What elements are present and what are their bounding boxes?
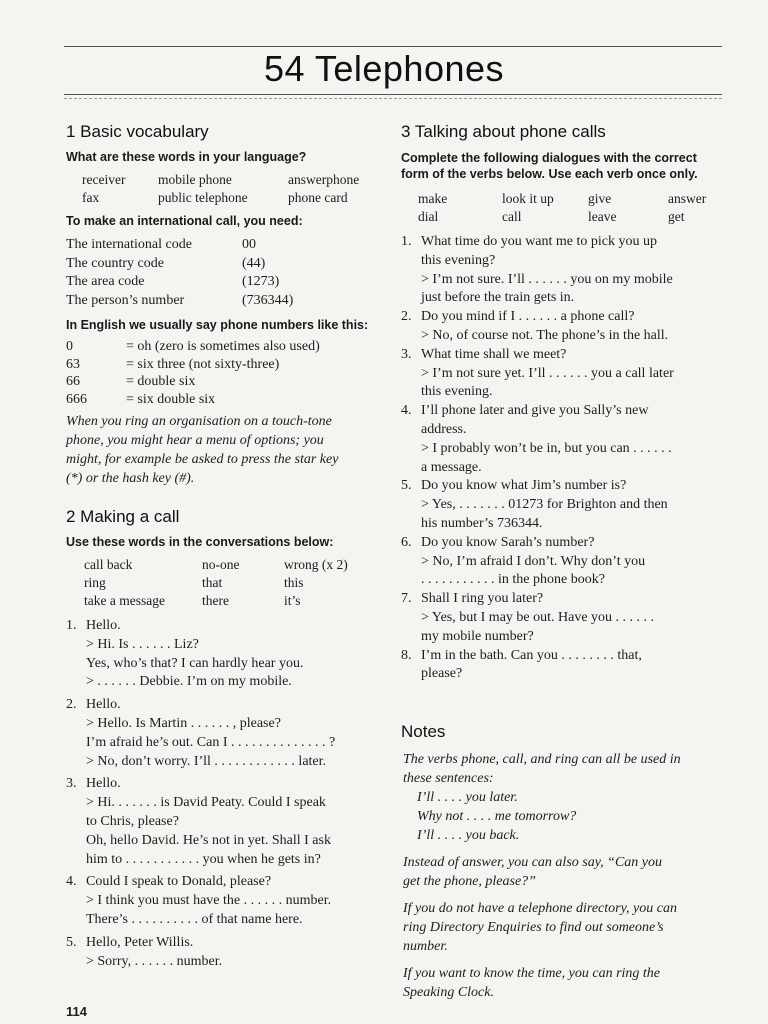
notes-paragraph — [403, 853, 723, 891]
word-bank-item: that — [202, 575, 223, 590]
vocab-word: public telephone — [158, 190, 248, 205]
dialogue-line: > Hi. . . . . . . is David Peaty. Could I speak — [86, 795, 326, 811]
dialogue-line: > I’m not sure yet. I’ll . . . . . . you a call later — [421, 365, 674, 381]
note-line: Speaking Clock. — [403, 985, 494, 1000]
number-reading: = oh (zero is sometimes also used) — [126, 339, 320, 354]
item-number: 5. — [66, 934, 77, 950]
note-line: Why not . . . . me tomorrow? — [417, 809, 577, 824]
note-line: phone, you might hear a menu of options; you — [66, 433, 324, 448]
item-number: 4. — [401, 403, 412, 419]
verb-item: answer — [668, 191, 707, 206]
conversation-item — [66, 696, 391, 771]
code-label: The country code — [66, 255, 164, 271]
item-number: 5. — [401, 478, 412, 494]
note-line: If you do not have a telephone directory, you can — [403, 901, 677, 916]
intl-code-table — [66, 236, 366, 310]
word-bank-item: call back — [84, 557, 133, 572]
item-number: 2. — [401, 309, 412, 325]
dialogue-line: > Hello. Is Martin . . . . . . , please? — [86, 715, 281, 731]
dialogue-item — [401, 346, 726, 402]
dialogue-line: a message. — [421, 459, 482, 475]
item-number: 2. — [66, 697, 77, 713]
dialogue-line: Hello. — [86, 697, 121, 713]
top-rule — [64, 46, 722, 47]
dialogue-line: Hello. — [86, 618, 121, 633]
note-line: I’ll . . . . you later. — [417, 790, 518, 805]
title-underline — [64, 94, 722, 95]
vocab-word: answerphone — [288, 172, 360, 187]
dialogue-line: > I think you must have the . . . . . . number. — [86, 893, 332, 909]
conversation-item — [66, 873, 391, 929]
word-bank-item: this — [284, 575, 304, 590]
item-number: 8. — [401, 647, 412, 663]
instruction-line: form of the verbs below. Use each verb once only. — [401, 167, 698, 181]
section1-heading: 1 Basic vocabulary — [66, 122, 209, 141]
dialogue-line: > Sorry, . . . . . . number. — [86, 953, 223, 969]
dialogue-item — [401, 647, 726, 685]
dialogue-line: this evening? — [421, 252, 496, 268]
note-line: get the phone, please?” — [403, 874, 536, 889]
dialogue-line: I’m afraid he’s out. Can I . . . . . . . . . . . . . . ? — [86, 734, 336, 750]
item-number: 7. — [401, 591, 412, 607]
note-line: these sentences: — [403, 771, 494, 786]
vocab-word: mobile phone — [158, 172, 232, 187]
verb-item: call — [502, 209, 522, 224]
notes-heading: Notes — [401, 722, 446, 741]
dialogue-line: > Yes, but I may be out. Have you . . . . . . — [421, 609, 655, 625]
verb-item: give — [588, 191, 612, 206]
note-line: number. — [403, 939, 448, 954]
number-example: 666 — [66, 391, 87, 407]
dialogue-line: Do you mind if I . . . . . . a phone call? — [421, 309, 635, 325]
dialogue-line: > No, of course not. The phone’s in the hall. — [421, 327, 669, 343]
note-line: might, for example be asked to press the star key — [66, 452, 339, 467]
dialogue-line: Oh, hello David. He’s not in yet. Shall I ask — [86, 832, 331, 848]
dialogue-line: I’m in the bath. Can you . . . . . . . . that, — [421, 647, 642, 663]
intl-call-instruction: To make an international call, you need: — [66, 214, 303, 228]
dialogue-line: Hello, Peter Willis. — [86, 934, 194, 950]
note-line: If you want to know the time, you can ring the — [403, 966, 661, 981]
section2-heading: 2 Making a call — [66, 507, 180, 526]
vocab-word: receiver — [82, 172, 126, 187]
item-number: 6. — [401, 534, 412, 550]
dialogue-line: > I probably won’t be in, but you can . . . . . . — [421, 440, 672, 456]
note-line: The verbs phone, call, and ring can all be used in — [403, 752, 681, 767]
word-bank-item: it’s — [284, 593, 301, 608]
verb-item: look it up — [502, 191, 554, 206]
dialogue-line: Shall I ring you later? — [421, 591, 544, 607]
vocabulary-grid — [82, 171, 382, 207]
dialogue-line: please? — [421, 666, 463, 682]
note-line: (*) or the hash key (#). — [66, 471, 195, 486]
verb-item: make — [418, 191, 448, 206]
say-numbers-table — [66, 338, 376, 408]
dialogues-list — [401, 233, 726, 684]
page-number: 114 — [66, 1004, 87, 1019]
code-value: (736344) — [242, 292, 294, 308]
conversation-item — [66, 775, 391, 869]
dialogue-line: > . . . . . . Debbie. I’m on my mobile. — [86, 674, 292, 690]
word-bank-grid — [84, 556, 374, 610]
dialogue-item — [401, 308, 726, 346]
dialogue-line: Do you know Sarah’s number? — [421, 534, 595, 550]
code-label: The international code — [66, 237, 192, 252]
dialogue-line: his number’s 736344. — [421, 515, 543, 531]
number-example: 63 — [66, 356, 80, 372]
verb-item: dial — [418, 209, 439, 224]
dialogue-line: Could I speak to Donald, please? — [86, 874, 272, 890]
code-value: 00 — [242, 237, 256, 252]
section2-instruction: Use these words in the conversations below: — [66, 535, 334, 549]
item-number: 3. — [401, 346, 412, 362]
number-reading: = six three (not sixty-three) — [126, 356, 280, 372]
code-value: (44) — [242, 255, 266, 271]
dialogue-line: my mobile number? — [421, 628, 534, 644]
title-dotted-rule — [64, 98, 722, 99]
word-bank-item: there — [202, 593, 229, 608]
dialogue-line: There’s . . . . . . . . . . of that name here. — [86, 911, 303, 927]
item-number: 1. — [401, 234, 412, 249]
word-bank-item: wrong (x 2) — [284, 557, 348, 572]
dialogue-line: Do you know what Jim’s number is? — [421, 478, 627, 494]
dialogue-item — [401, 233, 726, 308]
vocab-word: fax — [82, 190, 100, 205]
item-number: 3. — [66, 776, 77, 792]
notes-paragraph — [403, 964, 723, 1002]
dialogue-line: > I’m not sure. I’ll . . . . . . you on my mobile — [421, 271, 673, 287]
item-number: 1. — [66, 618, 77, 633]
dialogue-line: Hello. — [86, 776, 121, 792]
dialogue-line: him to . . . . . . . . . . . you when he gets in? — [86, 851, 321, 867]
note-line: Instead of answer, you can also say, “Can you — [403, 855, 662, 870]
word-bank-item: ring — [84, 575, 106, 590]
section1-instruction: What are these words in your language? — [66, 150, 307, 164]
code-label: The person’s number — [66, 292, 185, 308]
page-title: 54 Telephones — [263, 48, 505, 89]
conversation-item — [66, 934, 391, 972]
code-value: (1273) — [242, 274, 280, 289]
dialogue-line: > Yes, . . . . . . . 01273 for Brighton and then — [421, 497, 668, 513]
notes-body — [403, 750, 723, 1002]
dialogue-line: just before the train gets in. — [421, 290, 575, 306]
dialogue-line: . . . . . . . . . . . in the phone book? — [421, 572, 605, 588]
dialogue-line: address. — [421, 421, 467, 437]
word-bank-item: take a message — [84, 593, 165, 608]
notes-paragraph — [403, 899, 723, 956]
conversation-item — [66, 617, 391, 692]
say-numbers-instruction: In English we usually say phone numbers like this: — [66, 318, 369, 332]
instruction-line: Complete the following dialogues with the correct — [401, 151, 697, 165]
note-line: ring Directory Enquiries to find out someone’s — [403, 920, 664, 935]
note-line: When you ring an organisation on a touch-tone — [66, 414, 332, 429]
dialogue-item — [401, 402, 726, 477]
dialogue-line: What time do you want me to pick you up — [421, 234, 658, 249]
verb-item: get — [668, 209, 685, 224]
touch-tone-note — [66, 412, 386, 488]
conversations-list — [66, 617, 391, 971]
code-label: The area code — [66, 274, 145, 289]
dialogue-line: > Hi. Is . . . . . . Liz? — [86, 636, 199, 652]
word-bank-item: no-one — [202, 557, 240, 572]
notes-paragraph — [403, 750, 723, 845]
dialogue-line: > No, I’m afraid I don’t. Why don’t you — [421, 553, 646, 569]
dialogue-line: > No, don’t worry. I’ll . . . . . . . . . . . . later. — [86, 753, 327, 769]
dialogue-item — [401, 477, 726, 533]
dialogue-line: to Chris, please? — [86, 813, 179, 829]
section3-heading: 3 Talking about phone calls — [401, 122, 606, 141]
dialogue-line: What time shall we meet? — [421, 346, 567, 362]
section3-instruction — [401, 150, 698, 182]
verb-item: leave — [588, 209, 617, 224]
number-reading: = double six — [126, 374, 196, 389]
number-example: 0 — [66, 339, 73, 354]
dialogue-item — [401, 590, 726, 646]
number-reading: = six double six — [126, 391, 216, 407]
note-line: I’ll . . . . you back. — [417, 828, 520, 843]
item-number: 4. — [66, 874, 77, 890]
dialogue-line: I’ll phone later and give you Sally’s new — [421, 403, 649, 419]
vocab-word: phone card — [288, 190, 348, 205]
verb-bank-grid — [418, 190, 708, 226]
dialogue-line: Yes, who’s that? I can hardly hear you. — [86, 655, 304, 671]
dialogue-item — [401, 534, 726, 590]
dialogue-line: this evening. — [421, 384, 493, 400]
number-example: 66 — [66, 374, 80, 389]
